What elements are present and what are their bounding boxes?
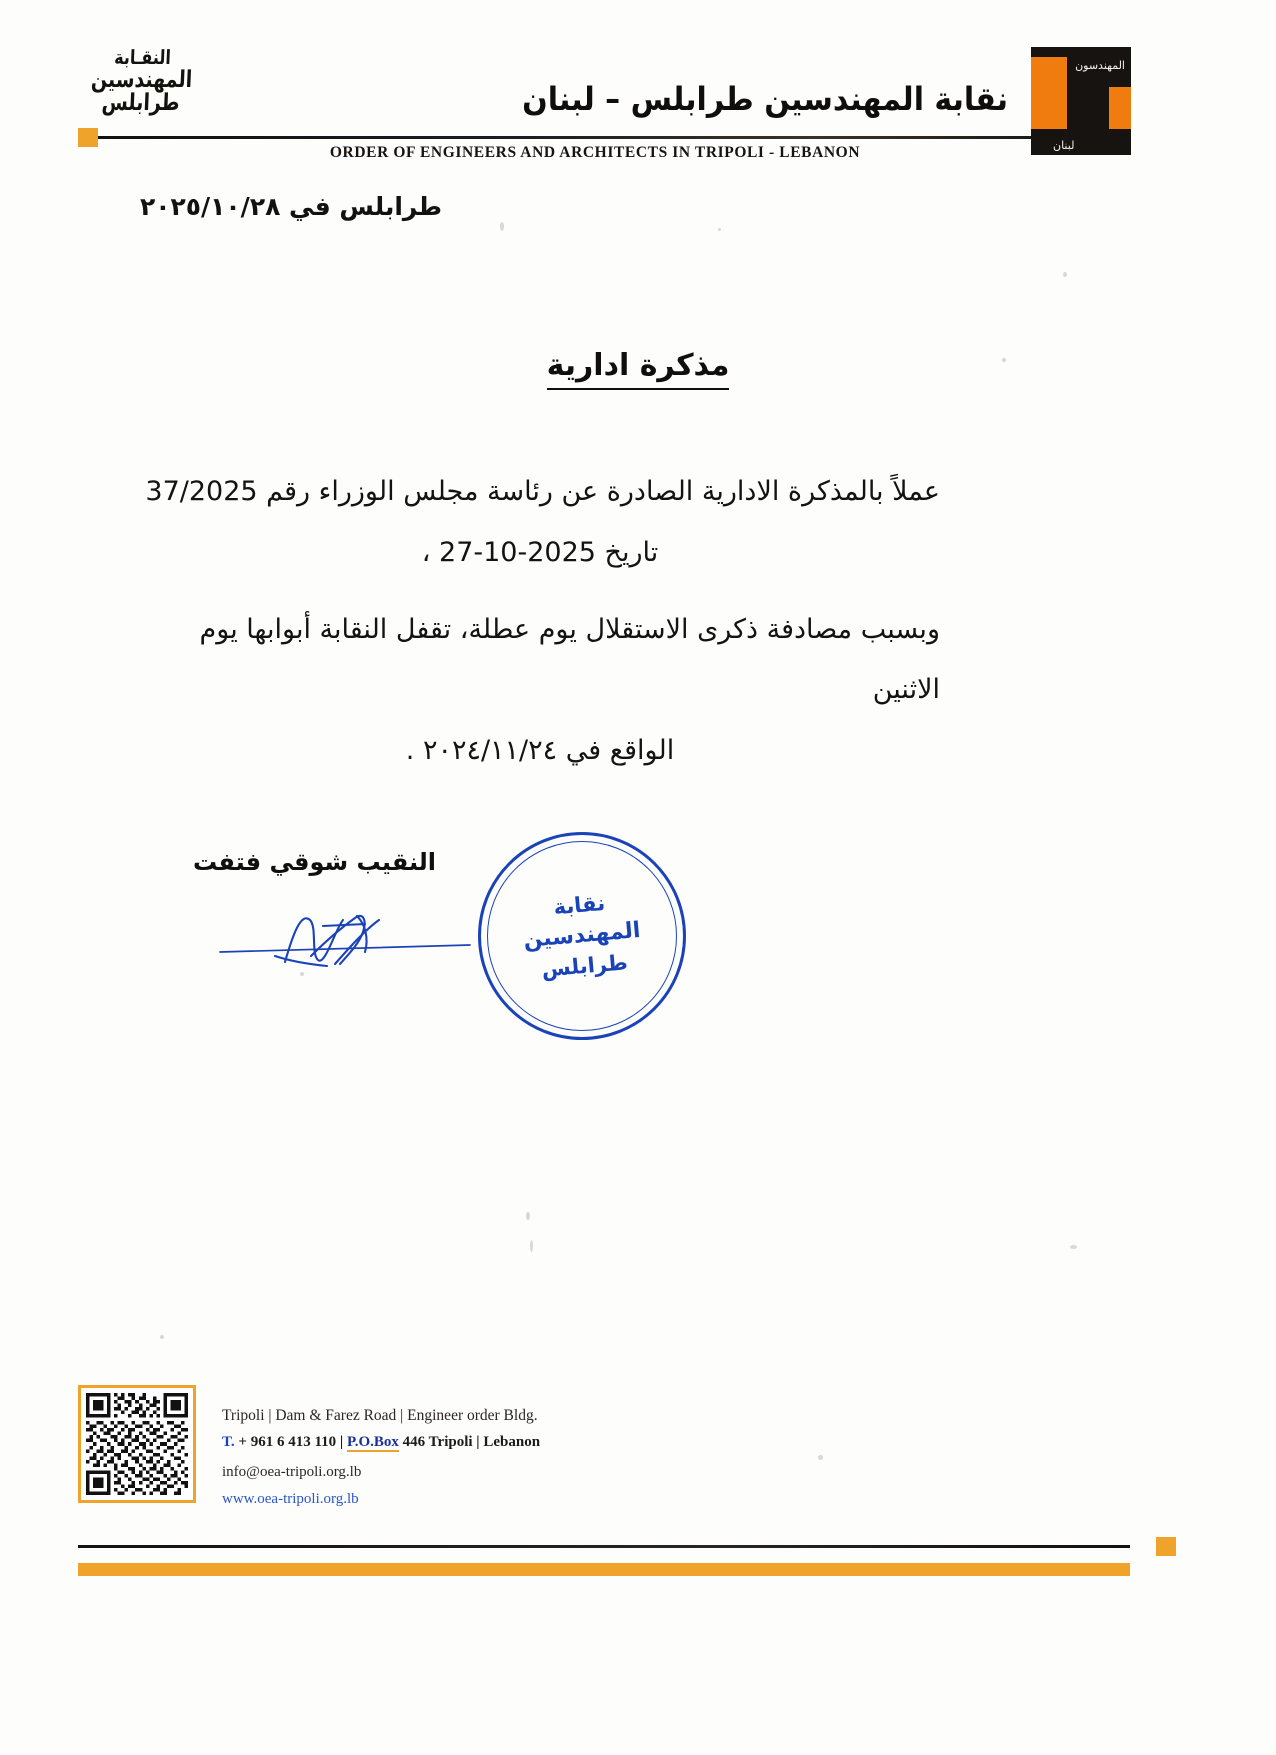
calligraphy-line-2: المهندسين bbox=[90, 65, 193, 93]
paragraph-2-line-1: وبسبب مصادفة ذكرى الاستقلال يوم عطلة، تقفل النقابة أبوابها يوم الاثنين bbox=[199, 613, 940, 706]
stamp-line-1: نقابة bbox=[552, 890, 606, 919]
stamp-line-2: المهندسين bbox=[522, 918, 642, 954]
scan-speckle bbox=[530, 1240, 533, 1252]
calligraphy-line-1: النقـابة bbox=[113, 45, 172, 69]
qr-code[interactable] bbox=[78, 1385, 196, 1503]
footer-email[interactable]: info@oea-tripoli.org.lb bbox=[222, 1464, 362, 1481]
logo-bottom-label: لبنان bbox=[1053, 139, 1075, 152]
qr-code-glyph bbox=[86, 1393, 188, 1495]
footer-orange-bar bbox=[78, 1563, 1130, 1576]
phone-label: T. bbox=[222, 1434, 235, 1451]
official-round-stamp bbox=[478, 832, 686, 1040]
scan-speckle bbox=[818, 1455, 823, 1460]
phone-number: + 961 6 413 110 bbox=[238, 1434, 337, 1451]
document-body bbox=[140, 462, 940, 782]
paragraph-1 bbox=[140, 462, 940, 584]
pobox-label: P.O.Box bbox=[346, 1434, 399, 1451]
header-divider-rule bbox=[78, 136, 1128, 139]
arabic-organization-title: نقابة المهندسين طرابلس – لبنان bbox=[522, 80, 1008, 119]
logo-bottom-band bbox=[1031, 129, 1131, 155]
logo-top-label: المهندسون bbox=[1075, 59, 1125, 72]
scan-speckle bbox=[526, 1212, 530, 1220]
scan-speckle bbox=[1070, 1245, 1077, 1249]
footer-separator: | bbox=[339, 1434, 344, 1451]
place-and-date-line: طرابلس في ٢٠٢٥/١٠/٢٨ bbox=[140, 192, 443, 221]
english-organization-title: ORDER OF ENGINEERS AND ARCHITECTS IN TRIPOLI - LEBANON bbox=[329, 144, 861, 161]
signature-area bbox=[0, 830, 1276, 1060]
paragraph-2 bbox=[140, 600, 940, 782]
scan-speckle bbox=[1002, 358, 1006, 362]
scan-speckle bbox=[160, 1335, 164, 1339]
document-title bbox=[0, 348, 1276, 383]
calligraphy-line-3: طرابلس bbox=[101, 89, 181, 117]
footer-rule-orange-cap bbox=[1156, 1537, 1176, 1556]
pobox-value: 446 Tripoli | Lebanon bbox=[402, 1434, 541, 1451]
paragraph-2-line-2: الواقع في ٢٠٢٤/١١/٢٤ . bbox=[405, 735, 675, 766]
paragraph-1-line-2: تاريخ 2025-10-27 ، bbox=[421, 536, 659, 568]
document-header bbox=[0, 0, 1276, 185]
scan-speckle bbox=[1063, 272, 1067, 277]
scan-speckle bbox=[718, 228, 721, 231]
footer-website[interactable]: www.oea-tripoli.org.lb bbox=[222, 1490, 359, 1507]
scan-speckle bbox=[300, 972, 304, 976]
scan-speckle bbox=[500, 222, 504, 231]
footer-phone-pobox bbox=[222, 1430, 540, 1454]
oea-brand-logo bbox=[1031, 47, 1131, 155]
paragraph-1-line-1: عملاً بالمذكرة الادارية الصادرة عن رئاسة مجلس الوزراء رقم 37/2025 bbox=[145, 476, 940, 507]
document-title-text: مذكرة ادارية bbox=[547, 348, 730, 390]
handwritten-signature bbox=[215, 890, 475, 980]
signatory-name: النقيب شوقي فتفت bbox=[192, 848, 436, 876]
footer-divider-rule bbox=[78, 1545, 1130, 1548]
footer-contact-info bbox=[222, 1403, 540, 1511]
stamp-line-3: طرابلس bbox=[540, 949, 629, 982]
footer-address: Tripoli | Dam & Farez Road | Engineer order Bldg. bbox=[222, 1407, 538, 1424]
stamp-text bbox=[469, 823, 694, 1048]
